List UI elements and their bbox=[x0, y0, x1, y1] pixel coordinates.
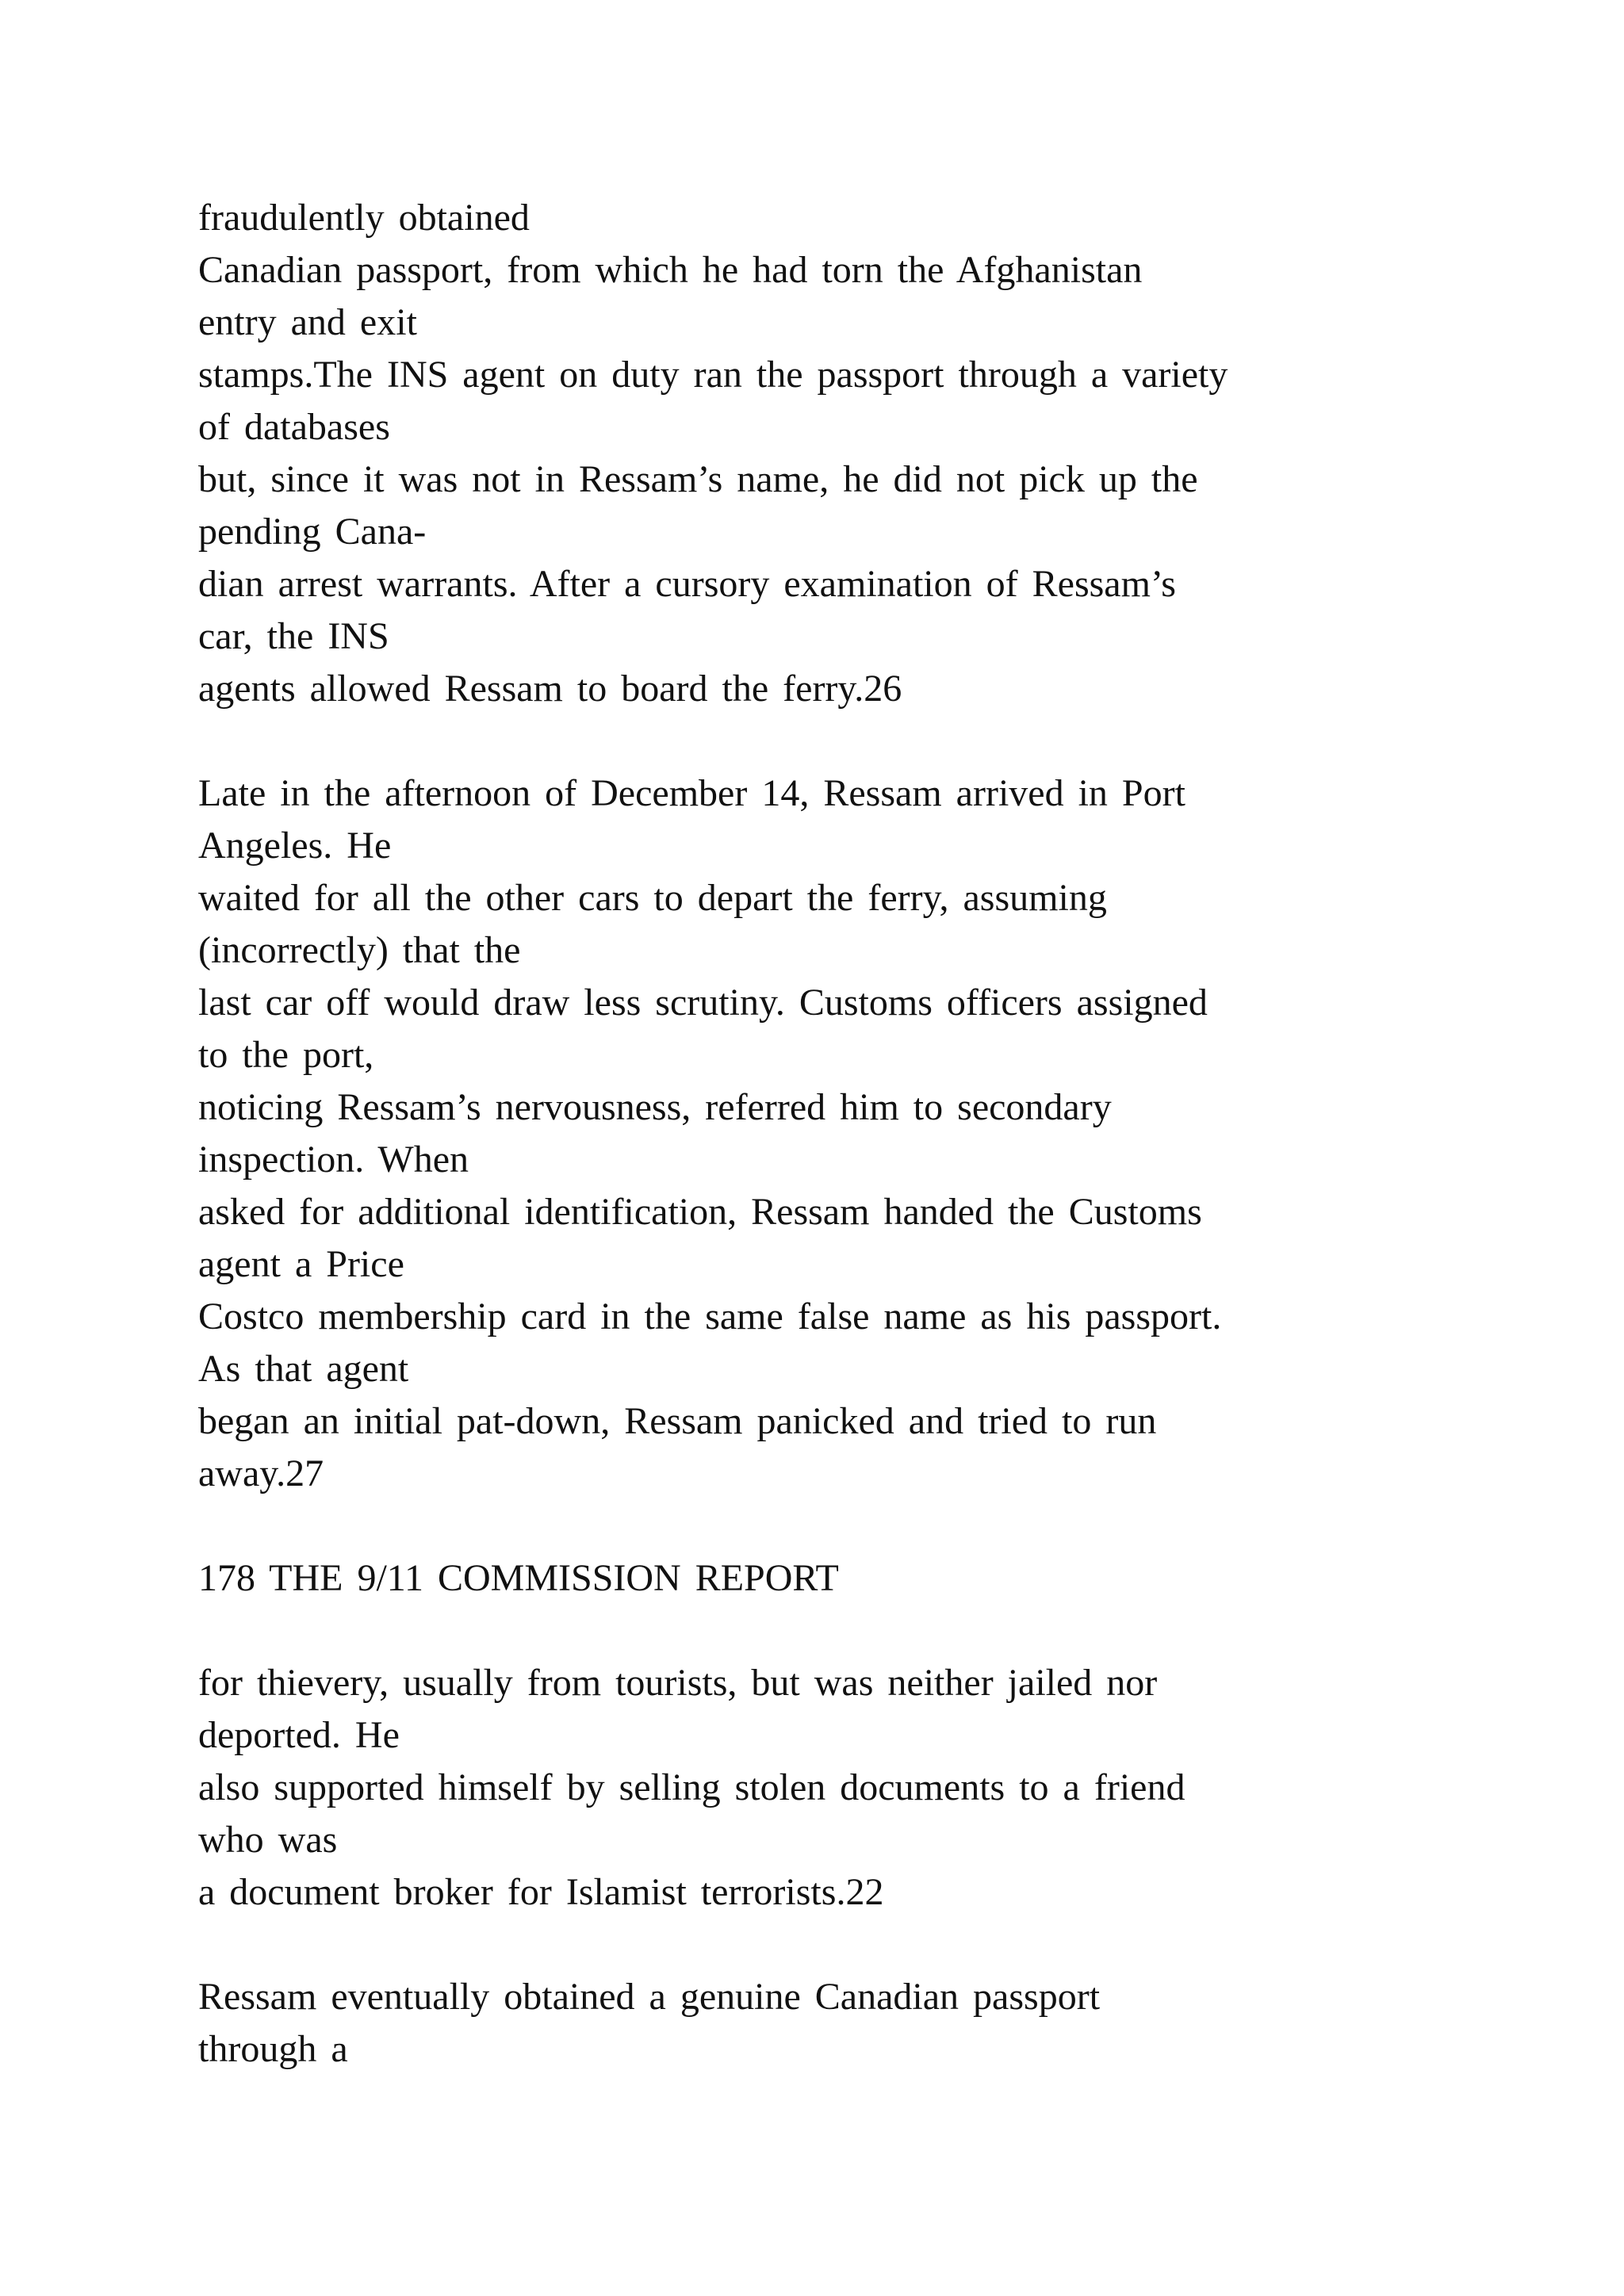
text-line: pending Cana- bbox=[198, 511, 427, 553]
text-line: (incorrectly) that the bbox=[198, 929, 521, 971]
text-line: noticing Ressam’s nervousness, referred him to secondary bbox=[198, 1086, 1112, 1128]
text-line: waited for all the other cars to depart the ferry, assuming bbox=[198, 877, 1107, 919]
text-line: Late in the afternoon of December 14, Ressam arrived in Port bbox=[198, 772, 1185, 814]
text-line: dian arrest warrants. After a cursory examination of Ressam’s bbox=[198, 563, 1176, 605]
text-line: last car off would draw less scrutiny. Customs officers assigned bbox=[198, 982, 1208, 1024]
text-line: to the port, bbox=[198, 1034, 374, 1076]
paragraph-gap bbox=[198, 715, 1546, 767]
text-line: agent a Price bbox=[198, 1243, 404, 1285]
text-line: of databases bbox=[198, 406, 390, 448]
paragraph-gap bbox=[198, 1605, 1546, 1657]
text-line: but, since it was not in Ressam’s name, he did not pick up the bbox=[198, 458, 1198, 500]
text-line: As that agent bbox=[198, 1348, 409, 1390]
paragraph-gap bbox=[198, 1919, 1546, 1971]
text-line: entry and exit bbox=[198, 301, 417, 343]
paragraph-1 bbox=[198, 192, 1546, 715]
page-header-text: 178 THE 9/11 COMMISSION REPORT bbox=[198, 1557, 839, 1599]
document-text bbox=[198, 192, 1546, 2076]
text-line: began an initial pat-down, Ressam panicked and tried to run bbox=[198, 1400, 1157, 1442]
text-line: Costco membership card in the same false name as his passport. bbox=[198, 1295, 1222, 1337]
text-line: car, the INS bbox=[198, 615, 389, 657]
text-line: Canadian passport, from which he had torn the Afghanistan bbox=[198, 249, 1143, 291]
paragraph-4 bbox=[198, 1971, 1546, 2076]
text-line: asked for additional identification, Ressam handed the Customs bbox=[198, 1191, 1202, 1233]
text-line: also supported himself by selling stolen documents to a friend bbox=[198, 1766, 1185, 1808]
paragraph-2 bbox=[198, 767, 1546, 1500]
page-header bbox=[198, 1552, 1546, 1605]
text-line: fraudulently obtained bbox=[198, 197, 530, 239]
text-line: for thievery, usually from tourists, but was neither jailed nor bbox=[198, 1662, 1158, 1704]
text-line: through a bbox=[198, 2028, 348, 2070]
text-line: away.27 bbox=[198, 1452, 324, 1494]
text-line: Ressam eventually obtained a genuine Canadian passport bbox=[198, 1976, 1101, 2018]
text-line: inspection. When bbox=[198, 1138, 469, 1181]
text-line: Angeles. He bbox=[198, 825, 392, 867]
text-line: deported. He bbox=[198, 1714, 400, 1756]
text-line: a document broker for Islamist terrorists.22 bbox=[198, 1871, 884, 1913]
paragraph-gap bbox=[198, 1500, 1546, 1552]
text-line: stamps.The INS agent on duty ran the passport through a variety bbox=[198, 354, 1228, 396]
paragraph-3 bbox=[198, 1657, 1546, 1919]
text-line: who was bbox=[198, 1819, 338, 1861]
text-line: agents allowed Ressam to board the ferry.26 bbox=[198, 668, 902, 710]
